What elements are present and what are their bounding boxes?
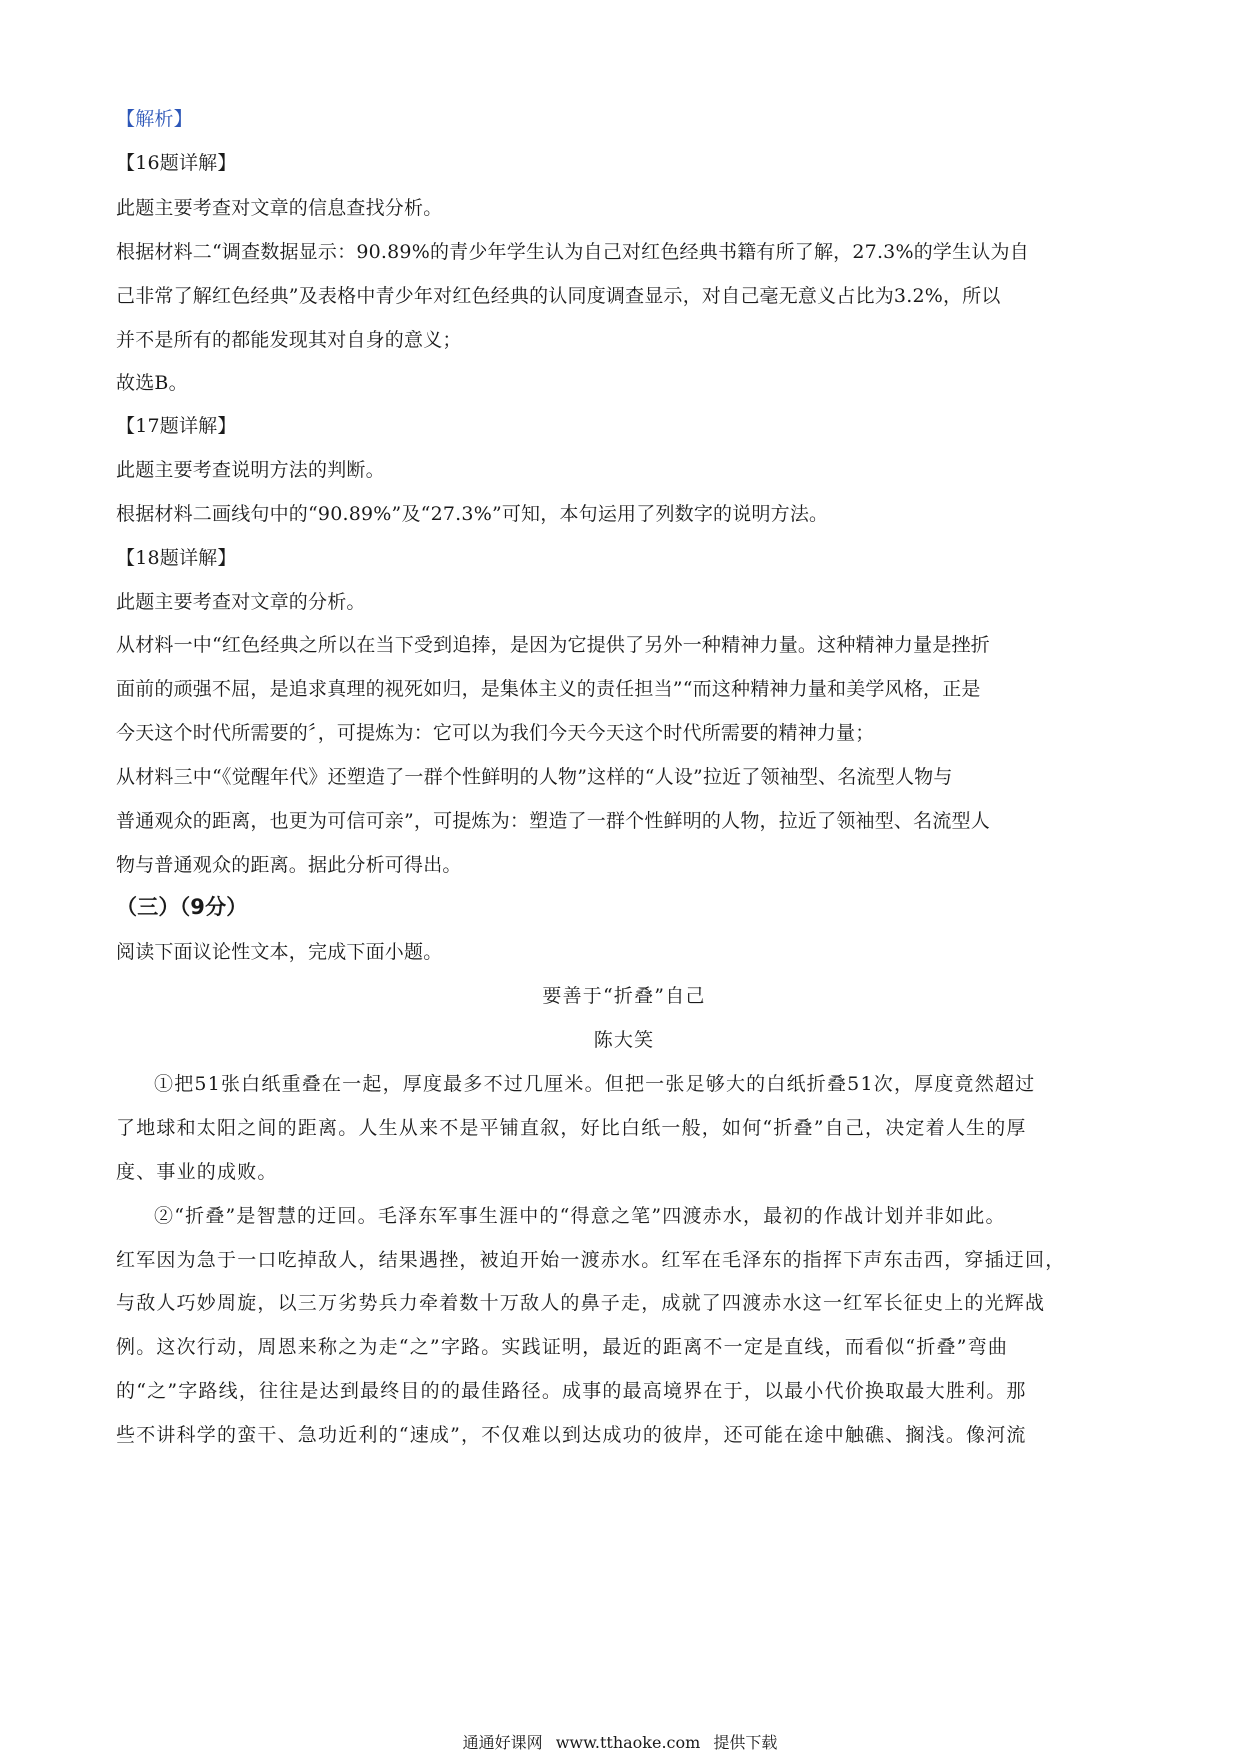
paragraph-line: ①把51张白纸重叠在一起，厚度最多不过几厘米。但把一张足够大的白纸折叠51次，厚度竟然超过 (154, 1073, 1036, 1095)
q18-line: 从材料三中“《觉醒年代》还塑造了一群个性鲜明的人物”这样的“人设”拉近了领袖型、名流型人物与 (116, 766, 953, 788)
q17-line: 此题主要考查说明方法的判断。 (116, 459, 385, 481)
q16-line: 己非常了解红色经典”及表格中青少年对红色经典的认同度调查显示，对自己毫无意义占比为3.2%，所以 (116, 285, 1001, 307)
paragraph-line: 了地球和太阳之间的距离。人生从来不是平铺直叙，好比白纸一般，如何“折叠”自己，决定着人生的厚 (116, 1117, 1027, 1139)
footer-suffix: 提供下载 (713, 1733, 778, 1752)
footer-url[interactable]: www.tthaoke.com (555, 1733, 701, 1752)
q17-title: 【17题详解】 (116, 415, 237, 437)
q16-line: 故选B。 (116, 372, 188, 394)
paragraph-line: ②“折叠”是智慧的迂回。毛泽东军事生涯中的“得意之笔”四渡赤水，最初的作战计划并非如此。 (154, 1205, 1006, 1227)
analysis-title: 【解析】 (116, 108, 193, 130)
q16-line: 此题主要考查对文章的信息查找分析。 (116, 197, 443, 219)
paragraph-line: 些不讲科学的蛮干、急功近利的“速成”，不仅难以到达成功的彼岸，还可能在途中触礁、搁浅。像河流 (116, 1424, 1027, 1446)
paragraph-line: 度、事业的成败。 (116, 1161, 278, 1183)
paragraph-line: 红军因为急于一口吃掉敌人，结果遇挫，被迫开始一渡赤水。红军在毛泽东的指挥下声东击西，穿插迂回， (116, 1249, 1066, 1271)
section-heading: （三）（9分） (116, 895, 248, 919)
article-author: 陈大笑 (593, 1029, 655, 1051)
paragraph-line: 与敌人巧妙周旋，以三万劣势兵力牵着数十万敌人的鼻子走，成就了四渡赤水这一红军长征史上的光辉战 (116, 1292, 1046, 1314)
paragraph-line: 的“之”字路线，往往是达到最终目的的最佳路径。成事的最高境界在于，以最小代价换取最大胜利。那 (116, 1380, 1027, 1402)
q18-line: 物与普通观众的距离。据此分析可得出。 (116, 854, 462, 876)
q16-line: 并不是所有的都能发现其对自身的意义； (116, 329, 462, 351)
q18-line: 面前的顽强不屈，是追求真理的视死如归，是集体主义的责任担当”“而这种精神力量和美学风格，正是 (116, 678, 981, 700)
section-instruction: 阅读下面议论性文本，完成下面小题。 (116, 941, 443, 963)
q18-line: 普通观众的距离，也更为可信可亲”，可提炼为：塑造了一群个性鲜明的人物，拉近了领袖型、名流型人 (116, 810, 990, 832)
paragraph-line: 例。这次行动，周恩来称之为走“之”字路。实践证明，最近的距离不一定是直线，而看似“折叠”弯曲 (116, 1336, 1009, 1358)
q17-line: 根据材料二画线句中的“90.89%”及“27.3%”可知，本句运用了列数字的说明方法。 (116, 503, 829, 525)
q18-title: 【18题详解】 (116, 547, 237, 569)
q16-line: 根据材料二“调查数据显示：90.89%的青少年学生认为自己对红色经典书籍有所了解，27.3%的学生认为自 (116, 241, 1029, 263)
q18-line: 此题主要考查对文章的分析。 (116, 591, 366, 613)
page-footer (0, 1733, 1240, 1753)
footer-site-name: 通通好课网 (462, 1733, 543, 1752)
article-title: 要善于“折叠”自己 (542, 985, 706, 1007)
q18-line: 从材料一中“红色经典之所以在当下受到追捧，是因为它提供了另外一种精神力量。这种精神力量是挫折 (116, 634, 990, 656)
q18-line: 今天这个时代所需要的〞，可提炼为：它可以为我们今天今天这个时代所需要的精神力量； (116, 722, 875, 744)
q16-title: 【16题详解】 (116, 152, 237, 174)
